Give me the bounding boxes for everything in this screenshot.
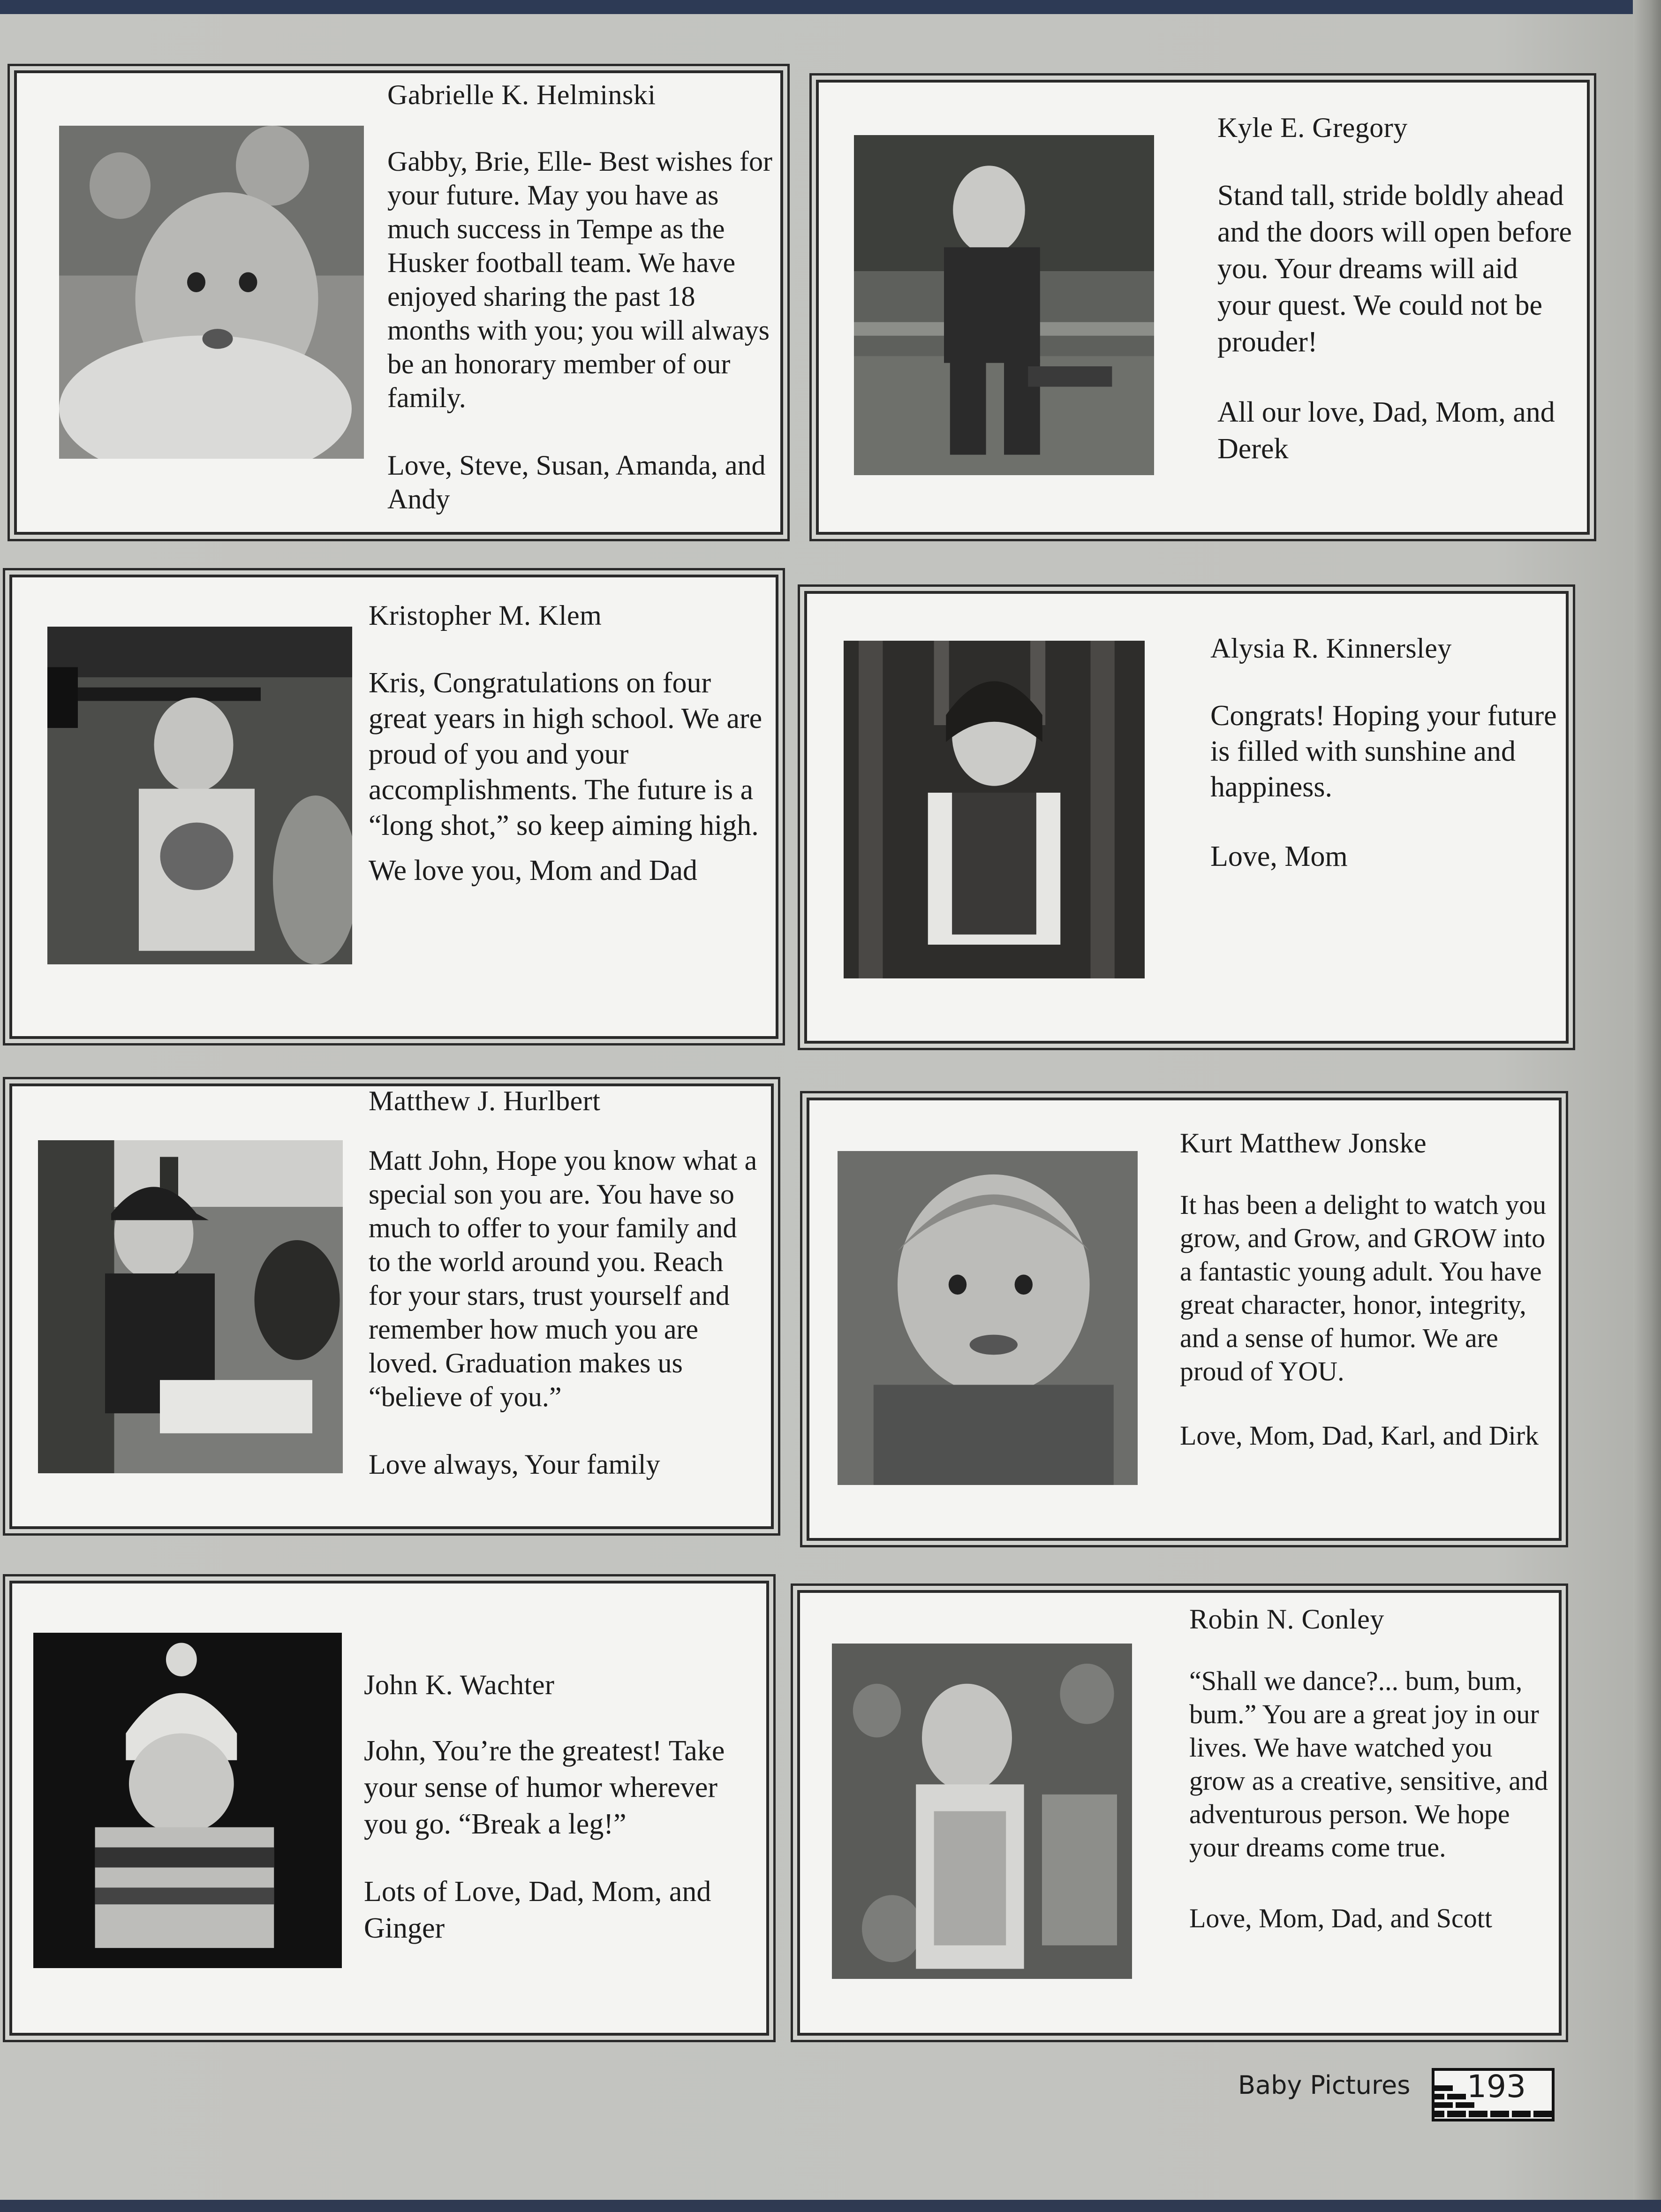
ad-text-kinnersley [1210, 631, 1557, 874]
baby-photo-hurlbert [38, 1140, 343, 1473]
student-name: Matthew J. Hurlbert [369, 1085, 601, 1116]
bottom-binding-edge [0, 2200, 1661, 2212]
signoff-text: Lots of Love, Dad, Mom, and Ginger [364, 1876, 711, 1944]
ad-card-klem [9, 575, 778, 1039]
signoff-text: Love, Steve, Susan, Amanda, and Andy [387, 450, 766, 515]
student-name: Kyle E. Gregory [1217, 112, 1408, 143]
message-text: Stand tall, stride boldly ahead and the doors will open before you. Your dreams will aid your quest. We could not be prouder! [1217, 180, 1572, 358]
signoff-text: Love always, Your family [369, 1449, 660, 1480]
student-name: Robin N. Conley [1189, 1604, 1384, 1635]
baby-photo-wachter [33, 1633, 342, 1968]
baby-photo-jonske [838, 1151, 1138, 1485]
signoff-text: Love, Mom, Dad, and Scott [1189, 1903, 1492, 1933]
signoff-text: All our love, Dad, Mom, and Derek [1217, 396, 1555, 465]
ad-card-conley [797, 1590, 1562, 2036]
message-text: “Shall we dance?... bum, bum, bum.” You are a great joy in our lives. We have watched you grow as a creative, sensitive, and adventurous person. We hope your dreams come true. [1189, 1666, 1548, 1863]
message-text: It has been a delight to watch you grow, and Grow, and GROW into a fantastic young adult. You have great character, honor, integrity, and a sense of humor. We are proud of YOU. [1180, 1189, 1547, 1386]
section-label: Baby Pictures [1238, 2070, 1411, 2100]
ad-text-gregory [1217, 111, 1574, 467]
student-name: Kristopher M. Klem [369, 600, 602, 631]
baby-photo-klem [47, 627, 352, 964]
top-binding-edge [0, 0, 1661, 14]
student-name: John K. Wachter [364, 1669, 555, 1700]
ad-text-wachter [364, 1668, 753, 1947]
ad-text-jonske [1180, 1126, 1555, 1452]
ad-card-wachter [9, 1581, 769, 2036]
page-gutter-shadow [1633, 0, 1661, 2212]
message-text: Gabby, Brie, Elle- Best wishes for your future. May you have as much success in Tempe as the Husker football team. We have enjoyed sharing the past 18 months with you; you will always be an honorary member of our family. [387, 146, 772, 413]
message-text: Matt John, Hope you know what a special son you are. You have so much to offer to your family and to the world around you. Reach for your stars, trust yourself and remember how much you are loved. Graduation makes us “believe of you.” [369, 1145, 757, 1412]
student-name: Kurt Matthew Jonske [1180, 1128, 1427, 1159]
ad-text-helminski [387, 78, 781, 516]
ad-text-hurlbert [369, 1084, 758, 1481]
ad-text-klem [369, 598, 772, 888]
student-name: Gabrielle K. Helminski [387, 79, 656, 110]
message-text: John, You’re the greatest! Take your sense of humor wherever you go. “Break a leg!” [364, 1735, 725, 1840]
baby-photo-conley [832, 1644, 1132, 1979]
baby-photo-helminski [59, 126, 364, 459]
page-number: 193 [1467, 2068, 1526, 2105]
message-text: Kris, Congratulations on four great years in high school. We are proud of you and your accomplishments. The future is a “long shot,” so keep aiming high. [369, 667, 763, 841]
ad-card-gregory [816, 80, 1590, 535]
signoff-text: Love, Mom [1210, 841, 1348, 872]
ad-text-conley [1189, 1602, 1550, 1935]
ad-card-helminski [14, 70, 783, 535]
ad-card-hurlbert [9, 1083, 774, 1529]
message-text: Congrats! Hoping your future is filled with sunshine and happiness. [1210, 700, 1557, 803]
baby-photo-gregory [854, 135, 1154, 475]
signoff-text: Love, Mom, Dad, Karl, and Dirk [1180, 1420, 1539, 1451]
baby-photo-kinnersley [844, 641, 1145, 978]
ad-card-kinnersley [804, 591, 1569, 1044]
ad-card-jonske [807, 1098, 1562, 1541]
student-name: Alysia R. Kinnersley [1210, 633, 1452, 664]
signoff-text: We love you, Mom and Dad [369, 855, 697, 886]
